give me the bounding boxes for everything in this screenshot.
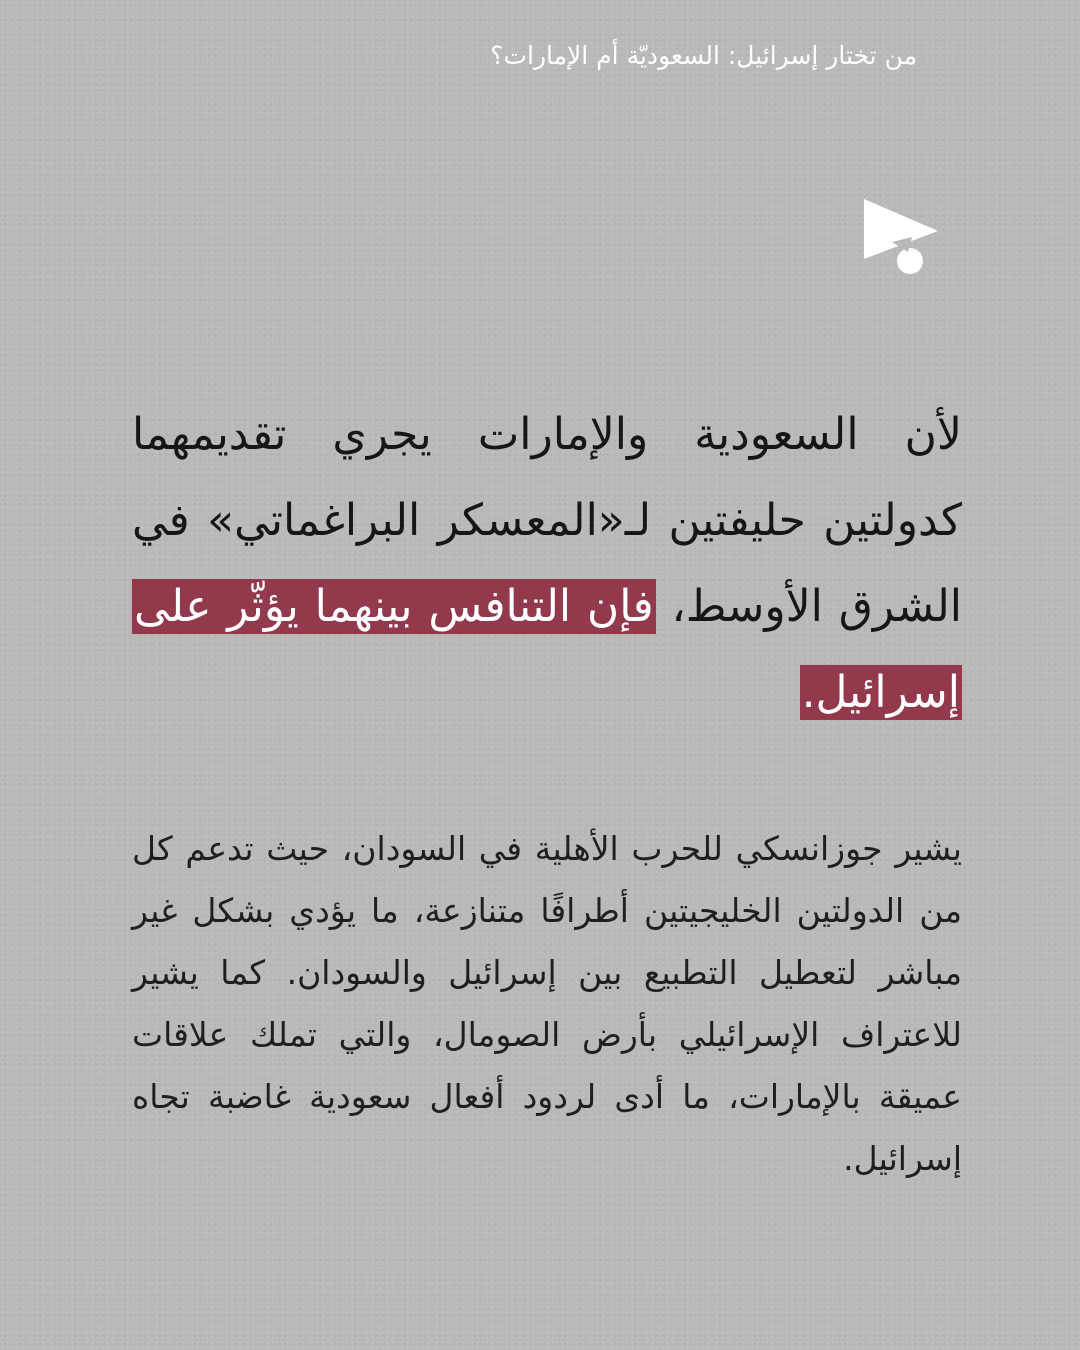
play-flag-with-dot-icon (862, 197, 940, 277)
quote-text: لأن السعودية والإمارات يجري تقديمهما كدولتين حليفتين لـ«المعسكر البراغماتي» في الشرق الأوسط، (132, 409, 963, 632)
header-title: من تختار إسرائيل: السعوديّة أم الإمارات؟ (490, 41, 917, 70)
logo-dot (897, 248, 923, 274)
body-paragraph: يشير جوزانسكي للحرب الأهلية في السودان، حيث تدعم كل من الدولتين الخليجيتين أطرافًا متنازعة، ما يؤدي بشكل غير مباشر لتعطيل التطبيع بين إسرائيل والسودان. كما يشير للاعتراف الإسرائيلي بأرض الصومال، والتي تملك علاقات عميقة بالإمارات، ما أدى لردود أفعال سعودية غاضبة تجاه إسرائيل. (132, 829, 962, 1178)
logo-triangle (864, 199, 938, 259)
quote-highlight: فإن التنافس بينهما يؤثّر على إسرائيل. (134, 581, 960, 718)
pull-quote (132, 392, 962, 736)
